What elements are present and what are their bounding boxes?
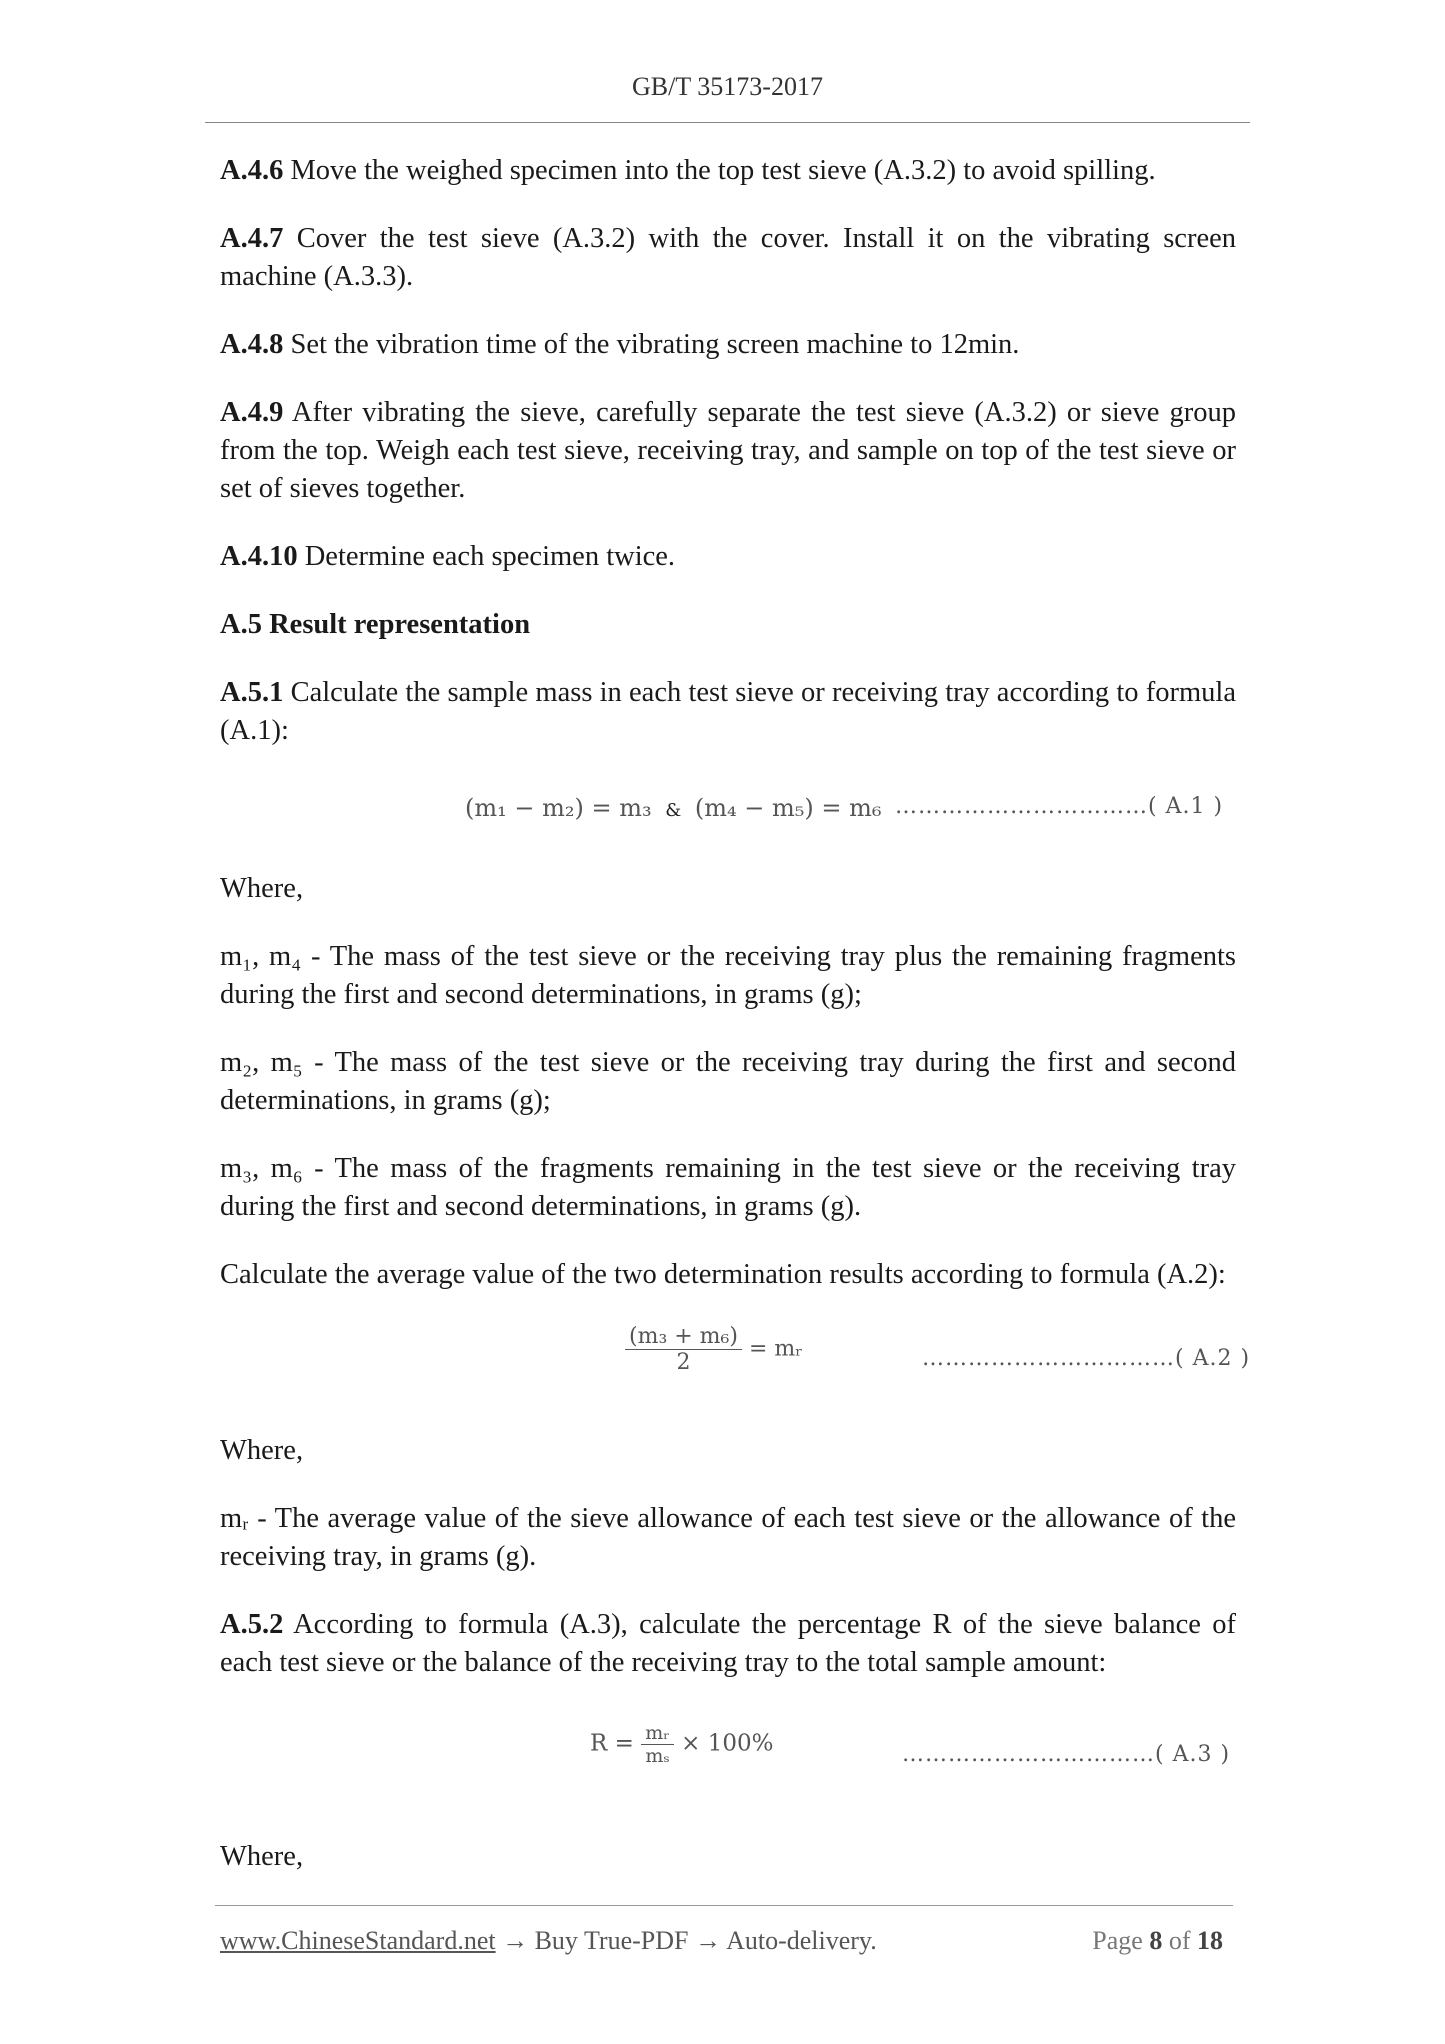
definition-m1-m4	[220, 938, 1236, 1014]
clause-number: A.5.2	[220, 1609, 284, 1640]
formula-a1	[220, 780, 1236, 844]
formula-a2-denominator: 2	[676, 1350, 691, 1375]
definition-text: - The mass of the fragments remaining in the test sieve or the receiving tray during the first and second determinations, in grams (g).	[220, 1153, 1236, 1222]
page-total: 18	[1197, 1926, 1223, 1955]
formula-a1-right: (m₄ − m₅) = m₆	[694, 794, 882, 822]
definition-text: - The mass of the test sieve or the receiving tray plus the remaining fragments during the first and second determinations, in grams (g);	[220, 941, 1237, 1010]
formula-label: ( A.2 )	[1175, 1346, 1251, 1371]
definition-symbol: mᵣ	[220, 1503, 249, 1534]
clause-text: Calculate the sample mass in each test sieve or receiving tray according to formula (A.1):	[220, 677, 1236, 746]
formula-a1-ampersand: &	[665, 800, 682, 821]
clause-text: Cover the test sieve (A.3.2) with the cover. Install it on the vibrating screen machine (A.3.3).	[220, 223, 1236, 292]
definition-symbol: m₂, m₅	[220, 1047, 303, 1078]
clause-number: A.4.7	[220, 223, 284, 254]
where-label: Where,	[220, 1435, 304, 1466]
formula-a3-lhs: R =	[590, 1730, 634, 1757]
definition-symbol: m₁, m₄	[220, 941, 302, 972]
clause-number: A.5.1	[220, 677, 284, 708]
section-heading-a5: A.5 Result representation	[220, 609, 531, 640]
definition-m2-m5	[220, 1044, 1236, 1120]
arrow-icon: →	[688, 1926, 727, 1955]
formula-a3-rhs: × 100%	[681, 1730, 774, 1757]
clause-number: A.4.10	[220, 541, 298, 572]
formula-a1-leader	[895, 794, 1223, 819]
document-header-title: GB/T 35173-2017	[632, 72, 823, 101]
clause-a48	[220, 326, 1236, 364]
formula-a1-expression	[465, 794, 882, 822]
clause-text: According to formula (A.3), calculate the percentage R of the sieve balance of each test sieve or the balance of the receiving tray to the total sample amount:	[220, 1609, 1236, 1678]
clause-text: Determine each specimen twice.	[297, 541, 676, 572]
clause-number: A.4.6	[220, 155, 284, 186]
document-body	[220, 152, 1251, 1906]
formula-a2-rhs: = mᵣ	[748, 1336, 803, 1362]
footer-promo	[220, 1926, 877, 1956]
formula-a2-expression	[625, 1324, 803, 1375]
footer-divider	[215, 1905, 1233, 1906]
clause-text: After vibrating the sieve, carefully separate the test sieve (A.3.2) or sieve group from the top. Weigh each test sieve, receiving tray, and sample on top of the test sieve or set of sieves together.	[220, 397, 1236, 504]
footer-delivery-text: Auto-delivery.	[726, 1926, 877, 1955]
clause-number: A.4.9	[220, 397, 284, 428]
formula-a3-expression	[590, 1722, 774, 1767]
formula-a3	[220, 1712, 1236, 1812]
formula-label: ( A.1 )	[1148, 794, 1224, 819]
formula-a2	[220, 1324, 1251, 1406]
clause-number: A.4.8	[220, 329, 284, 360]
footer-website-link[interactable]: www.ChineseStandard.net	[220, 1926, 496, 1955]
formula-label: ( A.3 )	[1155, 1742, 1231, 1767]
where-label: Where,	[220, 873, 304, 904]
formula-a2-fraction	[625, 1324, 742, 1375]
where-label: Where,	[220, 1841, 304, 1872]
average-instruction: Calculate the average value of the two determination results according to formula (A.2):	[220, 1259, 1226, 1290]
formula-a1-left: (m₁ − m₂) = m₃	[465, 794, 652, 822]
definition-m3-m6	[220, 1150, 1236, 1226]
formula-a3-leader	[902, 1742, 1230, 1767]
formula-a3-numerator: mᵣ	[641, 1722, 674, 1745]
clause-a410	[220, 538, 1236, 576]
page-prefix: Page	[1092, 1926, 1150, 1955]
definition-text: - The mass of the test sieve or the receiving tray during the first and second determinations, in grams (g);	[220, 1047, 1236, 1116]
definition-symbol: m₃, m₆	[220, 1153, 303, 1184]
footer-buy-text: Buy True-PDF	[534, 1926, 689, 1955]
formula-a3-fraction	[641, 1722, 674, 1767]
arrow-icon: →	[495, 1926, 535, 1955]
page-number	[1092, 1926, 1223, 1956]
formula-a2-leader	[922, 1346, 1250, 1371]
definition-text: - The average value of the sieve allowance of each test sieve or the allowance of the receiving tray, in grams (g).	[220, 1503, 1236, 1572]
definition-mr	[220, 1500, 1236, 1576]
clause-text: Set the vibration time of the vibrating screen machine to 12min.	[283, 329, 1020, 360]
page-current: 8	[1149, 1926, 1163, 1955]
formula-dots: ……………………………	[922, 1346, 1175, 1371]
formula-dots: ……………………………	[902, 1742, 1155, 1767]
formula-a2-numerator: (m₃ + m₆)	[625, 1324, 742, 1350]
formula-dots: ……………………………	[895, 794, 1148, 819]
clause-a47	[220, 220, 1236, 296]
page-of: of	[1162, 1926, 1197, 1955]
clause-a52	[220, 1606, 1236, 1682]
clause-a46	[220, 152, 1236, 190]
clause-text: Move the weighed specimen into the top test sieve (A.3.2) to avoid spilling.	[283, 155, 1156, 186]
clause-a49	[220, 394, 1236, 508]
clause-a51	[220, 674, 1236, 750]
header-divider	[205, 122, 1250, 123]
formula-a3-denominator: mₛ	[645, 1745, 670, 1767]
